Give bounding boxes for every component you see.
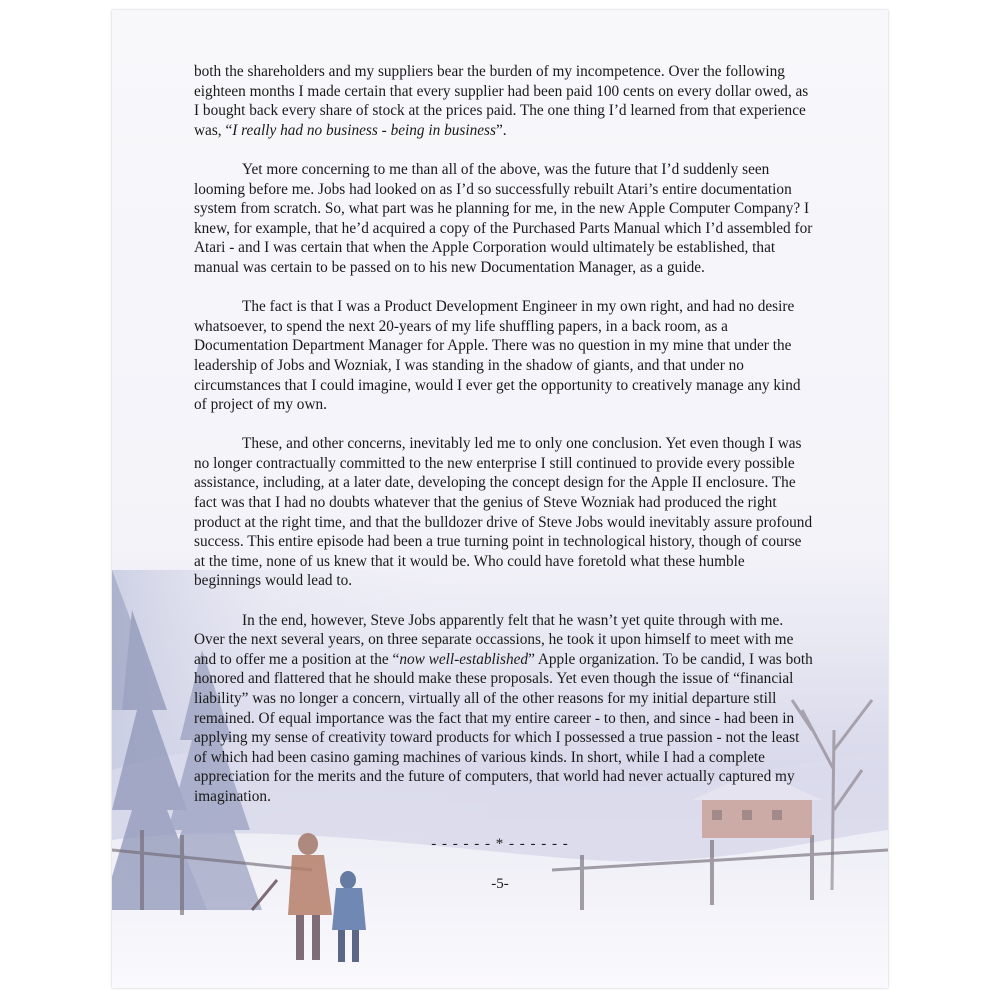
- italic-text: now well-established: [399, 650, 529, 668]
- text-run: both the shareholders and my suppliers bear the burden of my incompetence. Over the following eighteen months I made certain that every supplier had been paid 100 cents on every dollar owed, as I bought back every share of stock at the prices paid. The one thing I’d learned from that experience was, “: [194, 63, 809, 139]
- letter-body: [194, 62, 814, 826]
- section-separator: - - - - - - * - - - - - -: [431, 836, 569, 852]
- text-run: ” Apple organization. To be candid, I was both honored and flattered that he should make these proposals. Yet even though the issue of “financial liability” was no longer a concern, virtually all of the other reasons for my initial departure still remained. Of equal importance was the fact that my entire career - to then, and since - had been in applying my sense of creativity toward products for which I possessed a true passion - not the least of which had been casino gaming machines of various kinds. In short, while I had a complete appreciation for the merits and the future of computers, that world had never actually captured my imagination.: [194, 650, 813, 805]
- paragraph: [194, 297, 814, 415]
- paragraph: [194, 611, 814, 807]
- text-run: In the end, however, Steve Jobs apparently felt that he wasn’t yet quite through with me. Over the next several years, on three separate occassions, he took it upon himself to meet with me and to offer me a position at the “: [194, 611, 794, 668]
- text-run: The fact is that I was a Product Development Engineer in my own right, and had no desire whatsoever, to spend the next 20-years of my life shuffling papers, in a back room, as a Documentation Department Manager for Apple. There was no question in my mine that under the leadership of Jobs and Wozniak, I was standing in the shadow of giants, and that under no circumstances that I could imagine, would I ever get the opportunity to creatively manage any kind of project of my own.: [194, 298, 801, 414]
- italic-text: I really had no business - being in business: [232, 121, 496, 139]
- text-run: ”.: [495, 121, 507, 139]
- paragraph: [194, 434, 814, 591]
- text-run: Yet more concerning to me than all of the above, was the future that I’d suddenly seen looming before me. Jobs had looked on as I’d so successfully rebuilt Atari’s entire documentation system from scratch. So, what part was he planning for me, in the new Apple Computer Company? I knew, for example, that he’d acquired a copy of the Purchased Parts Manual which I’d assembled for Atari - and I was certain that when the Apple Corporation would ultimately be established, that manual was certain to be passed on to his new Documentation Manager, as a guide.: [194, 160, 813, 276]
- paragraph: [194, 160, 814, 278]
- page-number: -5-: [491, 876, 509, 892]
- paragraph: [194, 62, 814, 140]
- text-run: These, and other concerns, inevitably led me to only one conclusion. Yet even though I was no longer contractually committed to the new enterprise I still continued to provide every possible assistance, including, at a later date, developing the concept design for the Apple II enclosure. The fact was that I had no doubts whatever that the genius of Steve Wozniak had produced the right product at the right time, and that the bulldozer drive of Steve Jobs would inevitably assure profound success. This entire episode had been a true turning point in technological history, though of course at the time, none of us knew that it would be. Who could have foretold what these humble beginnings would lead to.: [194, 435, 813, 590]
- document-page: [112, 10, 888, 988]
